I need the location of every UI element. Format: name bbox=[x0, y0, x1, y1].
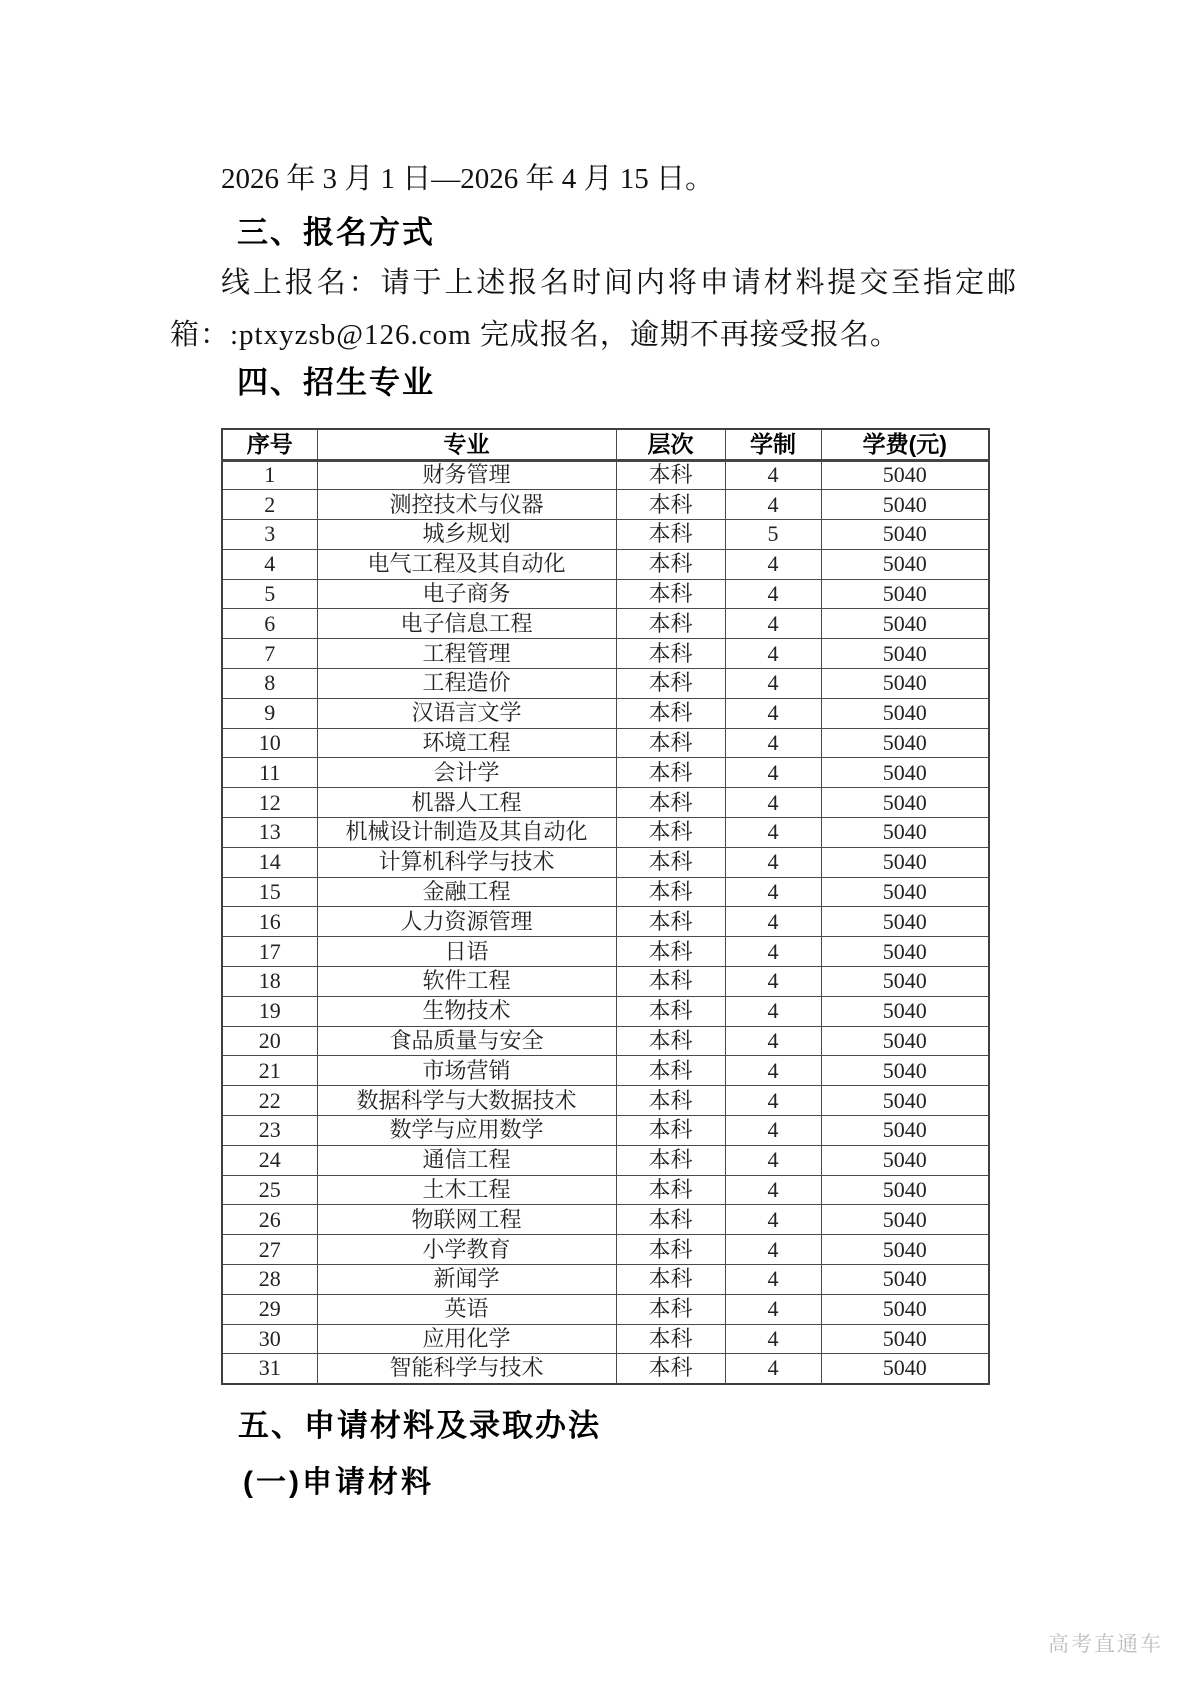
table-cell: 4 bbox=[725, 1116, 821, 1146]
table-cell: 测控技术与仪器 bbox=[317, 490, 616, 520]
table-cell: 22 bbox=[222, 1086, 317, 1116]
table-row bbox=[222, 1026, 989, 1056]
table-cell: 本科 bbox=[616, 907, 725, 937]
table-cell: 软件工程 bbox=[317, 967, 616, 997]
table-cell: 电子商务 bbox=[317, 579, 616, 609]
table-cell: 4 bbox=[725, 758, 821, 788]
table-body bbox=[222, 460, 989, 1384]
table-cell: 英语 bbox=[317, 1294, 616, 1324]
table-cell: 26 bbox=[222, 1205, 317, 1235]
header-major: 专业 bbox=[317, 429, 616, 460]
table-cell: 2 bbox=[222, 490, 317, 520]
table-cell: 财务管理 bbox=[317, 460, 616, 490]
table-cell: 5040 bbox=[821, 669, 989, 699]
table-cell: 4 bbox=[725, 788, 821, 818]
table-cell: 智能科学与技术 bbox=[317, 1354, 616, 1384]
table-cell: 人力资源管理 bbox=[317, 907, 616, 937]
table-cell: 7 bbox=[222, 639, 317, 669]
table-row bbox=[222, 1294, 989, 1324]
table-cell: 本科 bbox=[616, 1056, 725, 1086]
table-cell: 工程造价 bbox=[317, 669, 616, 699]
table-cell: 5040 bbox=[821, 1265, 989, 1295]
table-cell: 机械设计制造及其自动化 bbox=[317, 818, 616, 848]
table-cell: 汉语言文学 bbox=[317, 698, 616, 728]
table-cell: 5040 bbox=[821, 609, 989, 639]
registration-date-range: 2026 年 3 月 1 日—2026 年 4 月 15 日。 bbox=[221, 163, 715, 195]
table-cell: 4 bbox=[725, 1235, 821, 1265]
table-cell: 本科 bbox=[616, 847, 725, 877]
table-cell: 31 bbox=[222, 1354, 317, 1384]
table-cell: 5040 bbox=[821, 1324, 989, 1354]
table-cell: 4 bbox=[725, 1205, 821, 1235]
table-cell: 5 bbox=[222, 579, 317, 609]
table-cell: 本科 bbox=[616, 520, 725, 550]
table-cell: 4 bbox=[725, 460, 821, 490]
table-cell: 工程管理 bbox=[317, 639, 616, 669]
table-cell: 本科 bbox=[616, 579, 725, 609]
table-cell: 本科 bbox=[616, 1116, 725, 1146]
table-row bbox=[222, 490, 989, 520]
table-cell: 4 bbox=[725, 549, 821, 579]
table-cell: 4 bbox=[725, 1056, 821, 1086]
table-cell: 本科 bbox=[616, 877, 725, 907]
table-cell: 应用化学 bbox=[317, 1324, 616, 1354]
table-cell: 生物技术 bbox=[317, 996, 616, 1026]
table-cell: 4 bbox=[725, 1026, 821, 1056]
table-cell: 29 bbox=[222, 1294, 317, 1324]
table-cell: 4 bbox=[725, 490, 821, 520]
table-cell: 12 bbox=[222, 788, 317, 818]
section-heading-registration-method: 三、报名方式 bbox=[237, 215, 435, 250]
table-cell: 5040 bbox=[821, 1294, 989, 1324]
header-level: 层次 bbox=[616, 429, 725, 460]
table-cell: 4 bbox=[725, 818, 821, 848]
table-cell: 5040 bbox=[821, 549, 989, 579]
table-cell: 5040 bbox=[821, 1145, 989, 1175]
table-cell: 5040 bbox=[821, 1235, 989, 1265]
table-cell: 15 bbox=[222, 877, 317, 907]
table-cell: 数据科学与大数据技术 bbox=[317, 1086, 616, 1116]
table-row bbox=[222, 967, 989, 997]
table-cell: 5040 bbox=[821, 579, 989, 609]
table-row bbox=[222, 1354, 989, 1384]
table-cell: 4 bbox=[725, 1324, 821, 1354]
table-cell: 23 bbox=[222, 1116, 317, 1146]
table-cell: 4 bbox=[725, 1086, 821, 1116]
table-cell: 16 bbox=[222, 907, 317, 937]
table-row bbox=[222, 579, 989, 609]
table-row bbox=[222, 460, 989, 490]
table-cell: 小学教育 bbox=[317, 1235, 616, 1265]
table-cell: 11 bbox=[222, 758, 317, 788]
table-row bbox=[222, 907, 989, 937]
table-cell: 本科 bbox=[616, 1205, 725, 1235]
table-cell: 14 bbox=[222, 847, 317, 877]
table-row bbox=[222, 549, 989, 579]
table-cell: 本科 bbox=[616, 818, 725, 848]
table-cell: 本科 bbox=[616, 1265, 725, 1295]
table-cell: 4 bbox=[725, 907, 821, 937]
table-cell: 17 bbox=[222, 937, 317, 967]
table-header-row bbox=[222, 429, 989, 460]
table-cell: 本科 bbox=[616, 609, 725, 639]
table-cell: 本科 bbox=[616, 1354, 725, 1384]
table-row bbox=[222, 847, 989, 877]
table-cell: 5040 bbox=[821, 788, 989, 818]
table-cell: 1 bbox=[222, 460, 317, 490]
table-cell: 4 bbox=[725, 1294, 821, 1324]
table-cell: 9 bbox=[222, 698, 317, 728]
table-cell: 本科 bbox=[616, 1324, 725, 1354]
table-cell: 8 bbox=[222, 669, 317, 699]
table-cell: 13 bbox=[222, 818, 317, 848]
table-cell: 本科 bbox=[616, 549, 725, 579]
table-cell: 金融工程 bbox=[317, 877, 616, 907]
table-cell: 本科 bbox=[616, 788, 725, 818]
table-cell: 10 bbox=[222, 728, 317, 758]
section-heading-application-materials-admission: 五、申请材料及录取办法 bbox=[238, 1408, 601, 1443]
table-cell: 5040 bbox=[821, 818, 989, 848]
table-cell: 会计学 bbox=[317, 758, 616, 788]
table-row bbox=[222, 877, 989, 907]
table-cell: 本科 bbox=[616, 1294, 725, 1324]
table-cell: 5040 bbox=[821, 639, 989, 669]
table-cell: 环境工程 bbox=[317, 728, 616, 758]
registration-paragraph-line2-email: 箱：:ptxyzsb@126.com 完成报名，逾期不再接受报名。 bbox=[170, 319, 900, 351]
table-cell: 市场营销 bbox=[317, 1056, 616, 1086]
table-cell: 5040 bbox=[821, 698, 989, 728]
table-cell: 本科 bbox=[616, 490, 725, 520]
table-row bbox=[222, 669, 989, 699]
table-row bbox=[222, 1145, 989, 1175]
table-row bbox=[222, 996, 989, 1026]
table-cell: 5040 bbox=[821, 877, 989, 907]
table-cell: 5040 bbox=[821, 490, 989, 520]
table-cell: 本科 bbox=[616, 967, 725, 997]
table-cell: 27 bbox=[222, 1235, 317, 1265]
table-row bbox=[222, 1265, 989, 1295]
table-cell: 5040 bbox=[821, 967, 989, 997]
table-row bbox=[222, 937, 989, 967]
table-row bbox=[222, 1086, 989, 1116]
table-cell: 本科 bbox=[616, 639, 725, 669]
table-row bbox=[222, 728, 989, 758]
table-cell: 30 bbox=[222, 1324, 317, 1354]
table-cell: 5040 bbox=[821, 520, 989, 550]
table-cell: 5040 bbox=[821, 460, 989, 490]
registration-paragraph-line1: 线上报名：请于上述报名时间内将申请材料提交至指定邮 bbox=[221, 267, 1016, 299]
table-row bbox=[222, 788, 989, 818]
table-cell: 计算机科学与技术 bbox=[317, 847, 616, 877]
table-row bbox=[222, 1235, 989, 1265]
table-cell: 本科 bbox=[616, 996, 725, 1026]
table-cell: 20 bbox=[222, 1026, 317, 1056]
table-cell: 通信工程 bbox=[317, 1145, 616, 1175]
table-cell: 本科 bbox=[616, 758, 725, 788]
table-cell: 4 bbox=[725, 996, 821, 1026]
table-row bbox=[222, 639, 989, 669]
table-row bbox=[222, 1056, 989, 1086]
table-cell: 日语 bbox=[317, 937, 616, 967]
table-cell: 数学与应用数学 bbox=[317, 1116, 616, 1146]
table-cell: 5040 bbox=[821, 1026, 989, 1056]
table-cell: 5 bbox=[725, 520, 821, 550]
table-cell: 本科 bbox=[616, 1175, 725, 1205]
table-cell: 本科 bbox=[616, 1145, 725, 1175]
table-cell: 5040 bbox=[821, 728, 989, 758]
table-cell: 5040 bbox=[821, 758, 989, 788]
table-cell: 物联网工程 bbox=[317, 1205, 616, 1235]
header-duration: 学制 bbox=[725, 429, 821, 460]
table-cell: 4 bbox=[725, 728, 821, 758]
table-cell: 4 bbox=[725, 609, 821, 639]
table-cell: 4 bbox=[725, 877, 821, 907]
table-row bbox=[222, 520, 989, 550]
table-cell: 本科 bbox=[616, 937, 725, 967]
table-cell: 本科 bbox=[616, 1086, 725, 1116]
table-cell: 4 bbox=[725, 1145, 821, 1175]
table-cell: 5040 bbox=[821, 847, 989, 877]
table-cell: 4 bbox=[725, 639, 821, 669]
table-cell: 本科 bbox=[616, 728, 725, 758]
table-row bbox=[222, 758, 989, 788]
table-cell: 6 bbox=[222, 609, 317, 639]
table-cell: 4 bbox=[725, 1265, 821, 1295]
table-cell: 3 bbox=[222, 520, 317, 550]
table-cell: 5040 bbox=[821, 907, 989, 937]
majors-table bbox=[221, 428, 990, 1385]
table-cell: 4 bbox=[725, 698, 821, 728]
table-cell: 5040 bbox=[821, 1086, 989, 1116]
table-cell: 28 bbox=[222, 1265, 317, 1295]
table-cell: 本科 bbox=[616, 460, 725, 490]
table-cell: 21 bbox=[222, 1056, 317, 1086]
table-cell: 本科 bbox=[616, 1235, 725, 1265]
table-row bbox=[222, 1324, 989, 1354]
table-cell: 5040 bbox=[821, 1056, 989, 1086]
table-cell: 城乡规划 bbox=[317, 520, 616, 550]
watermark-gaokao-zhitongche: 高考直通车 bbox=[1048, 1633, 1163, 1656]
table-cell: 5040 bbox=[821, 996, 989, 1026]
table-cell: 机器人工程 bbox=[317, 788, 616, 818]
table-cell: 4 bbox=[725, 1175, 821, 1205]
table-cell: 土木工程 bbox=[317, 1175, 616, 1205]
table-cell: 本科 bbox=[616, 1026, 725, 1056]
table-cell: 电气工程及其自动化 bbox=[317, 549, 616, 579]
table-row bbox=[222, 1205, 989, 1235]
table-cell: 19 bbox=[222, 996, 317, 1026]
table-row bbox=[222, 1175, 989, 1205]
table-cell: 18 bbox=[222, 967, 317, 997]
table-cell: 5040 bbox=[821, 937, 989, 967]
table-cell: 25 bbox=[222, 1175, 317, 1205]
table-cell: 食品质量与安全 bbox=[317, 1026, 616, 1056]
table-cell: 5040 bbox=[821, 1175, 989, 1205]
table-row bbox=[222, 818, 989, 848]
section-heading-enrollment-majors: 四、招生专业 bbox=[237, 365, 435, 400]
table-cell: 4 bbox=[222, 549, 317, 579]
table-cell: 4 bbox=[725, 1354, 821, 1384]
table-cell: 24 bbox=[222, 1145, 317, 1175]
table-cell: 5040 bbox=[821, 1205, 989, 1235]
table-cell: 本科 bbox=[616, 698, 725, 728]
header-tuition: 学费(元) bbox=[821, 429, 989, 460]
table-row bbox=[222, 609, 989, 639]
table-cell: 新闻学 bbox=[317, 1265, 616, 1295]
subsection-heading-application-materials: (一)申请材料 bbox=[243, 1466, 434, 1499]
table-row bbox=[222, 698, 989, 728]
table-cell: 本科 bbox=[616, 669, 725, 699]
table-cell: 4 bbox=[725, 579, 821, 609]
header-serial-number: 序号 bbox=[222, 429, 317, 460]
table-cell: 4 bbox=[725, 847, 821, 877]
table-cell: 4 bbox=[725, 937, 821, 967]
table-cell: 4 bbox=[725, 669, 821, 699]
table-cell: 电子信息工程 bbox=[317, 609, 616, 639]
table-cell: 5040 bbox=[821, 1116, 989, 1146]
table-row bbox=[222, 1116, 989, 1146]
table-cell: 4 bbox=[725, 967, 821, 997]
table-cell: 5040 bbox=[821, 1354, 989, 1384]
